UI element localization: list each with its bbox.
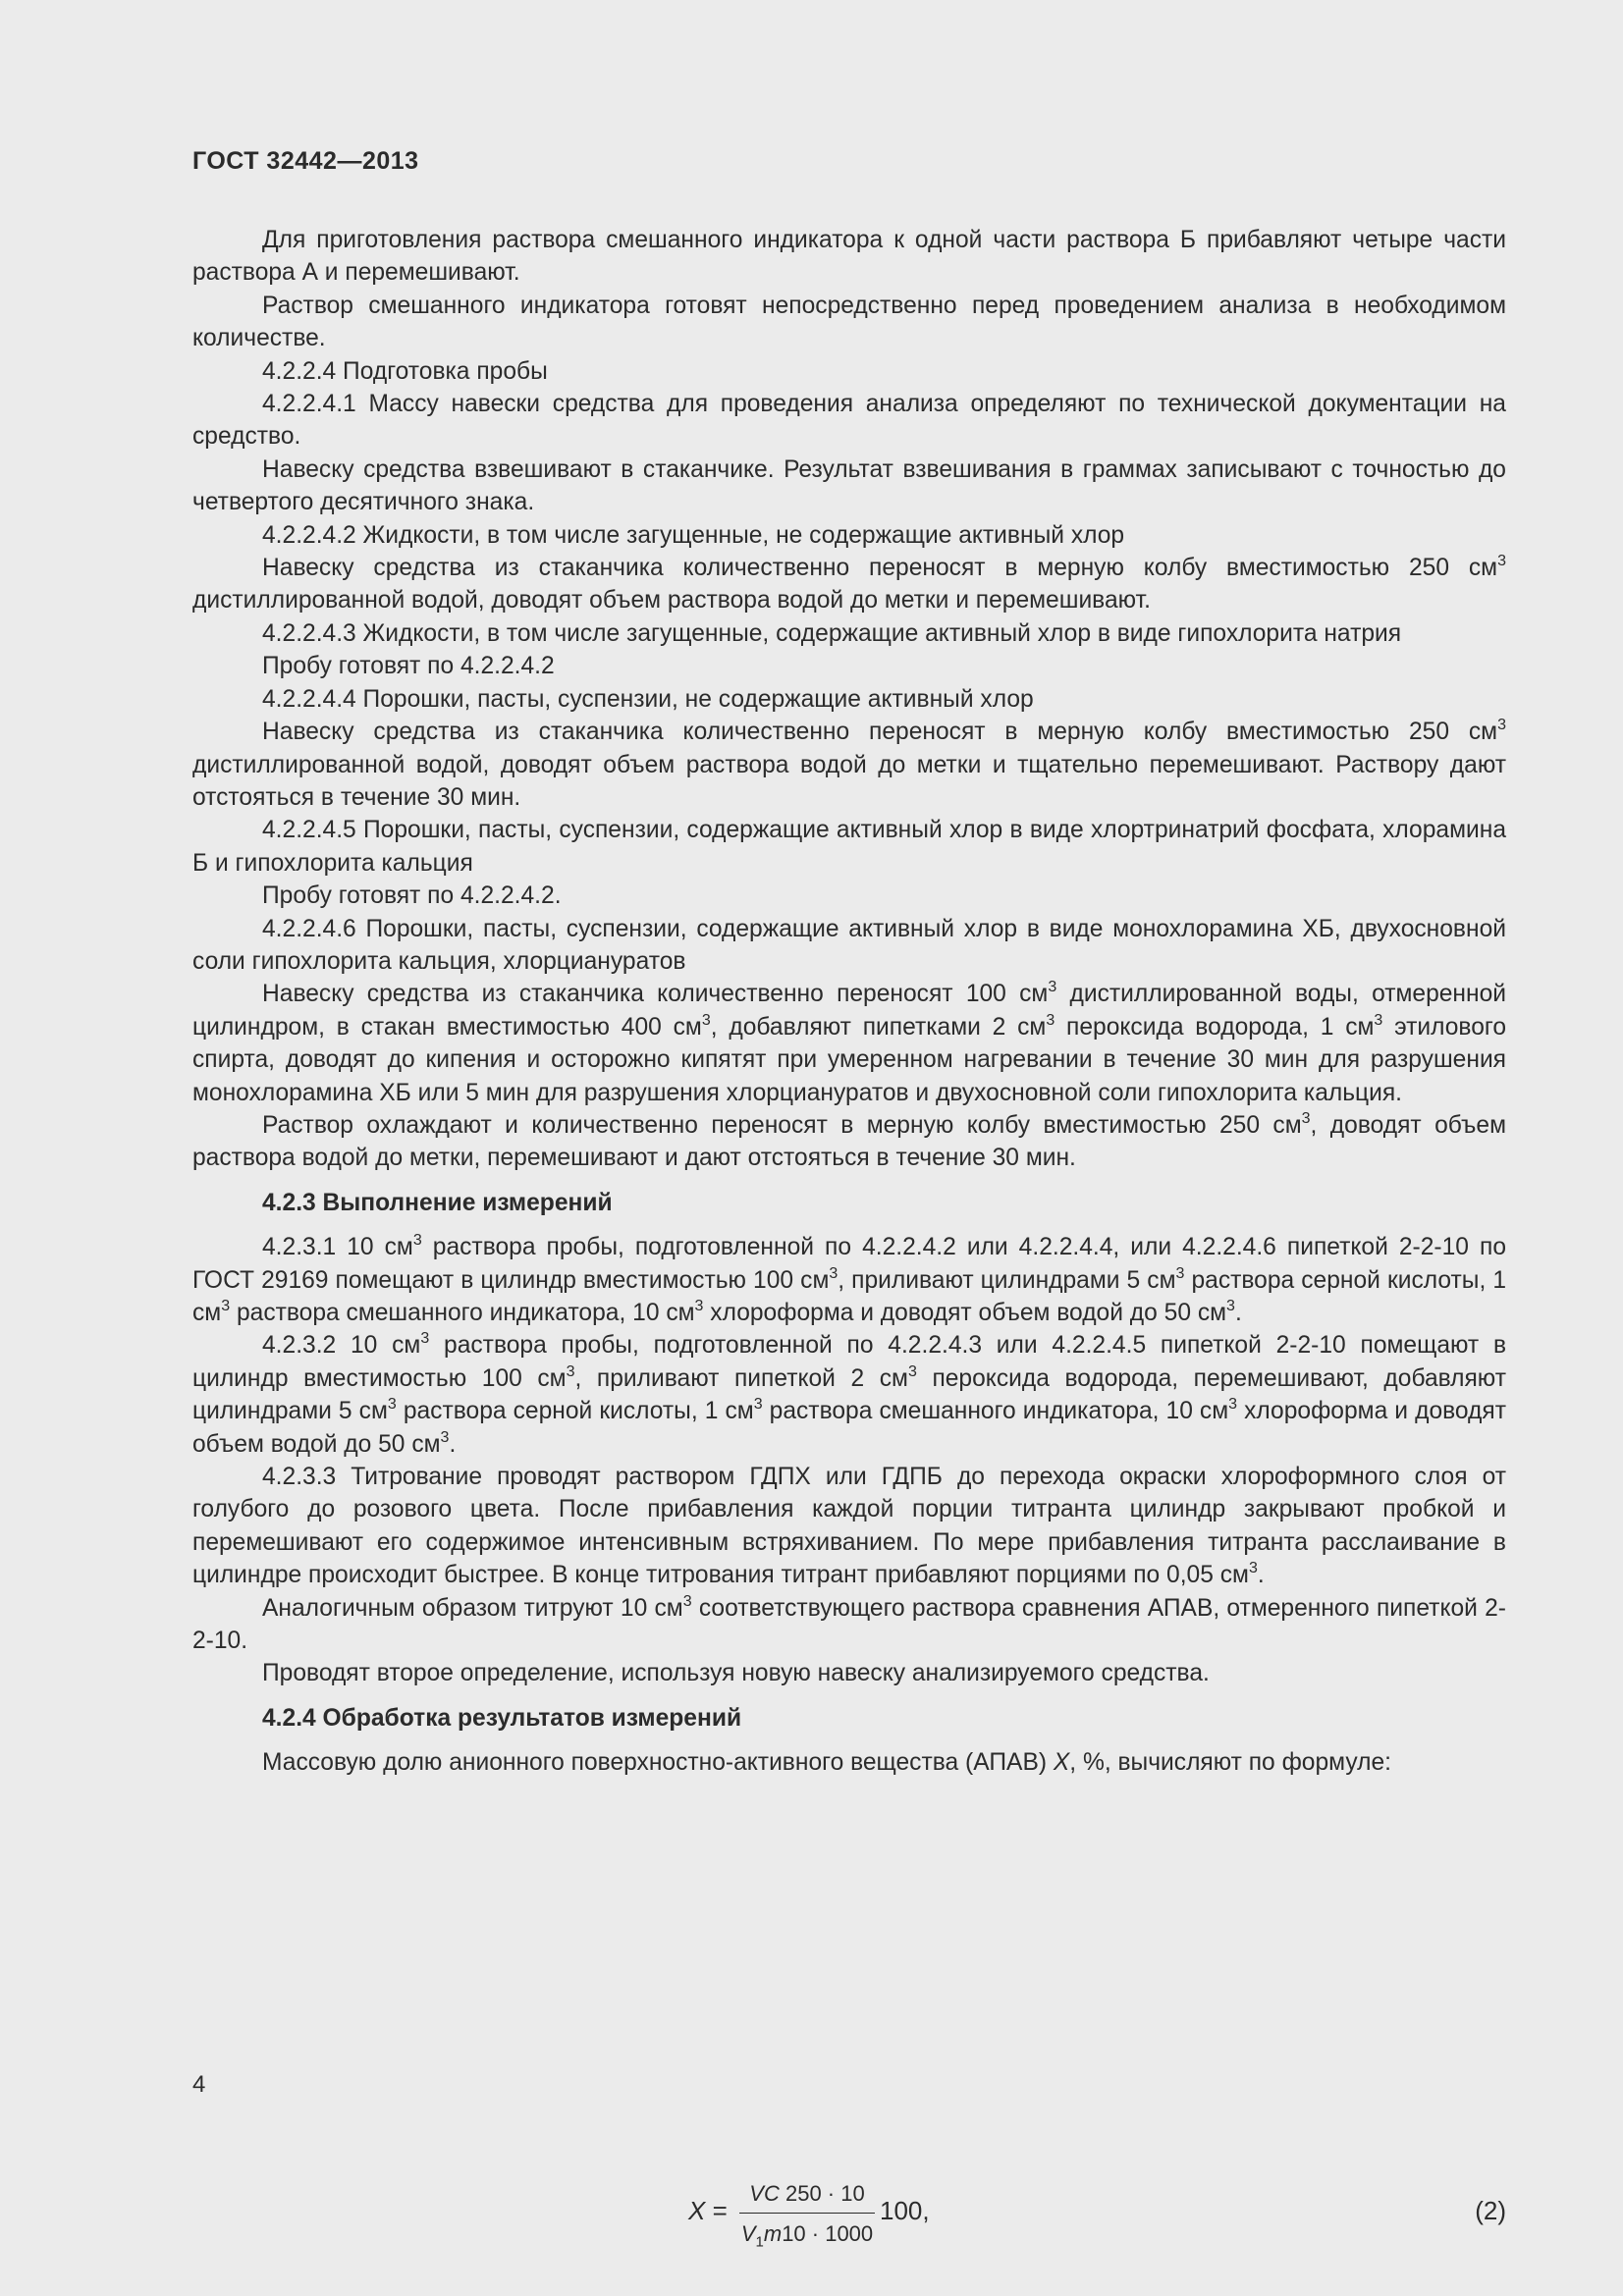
paragraph: Аналогичным образом титруют 10 $см^3$ соответствующего раствора сравнения АПАВ, отмеренного пипеткой 2-2-10. [192,1592,1506,1655]
paragraph: 4.2.3.1 10 $см^3$ раствора пробы, подготовленной по 4.2.2.4.2 или 4.2.2.4.4, или 4.2.2.4.6 пипеткой 2-2-10 по ГОСТ 29169 помещают в цилиндр вместимостью 100 $см^3$, приливают цилиндрами 5 $см^3$ раствора серной кислоты, 1 $см^3$ раствора смешанного индикатора, 10 $см^3$ хлороформа и доводят объем водой до 50 $см^3$. [192,1232,1507,1326]
page-number: 4 [192,2071,206,2098]
formula-number: (2) [1475,2196,1506,2225]
section-heading: 4.2.3 Выполнение измерений [262,1189,613,1216]
paragraph: Пробу готовят по 4.2.2.4.2. [262,882,562,910]
formula-numerator: VC 250 · 10 [739,2177,875,2214]
paragraph: Массовую долю анионного поверхностно-активного вещества (АПАВ) X, %, вычисляют по формуле: [262,1749,1391,1777]
formula-tail: 100, [880,2196,930,2225]
formula-lhs: X = [688,2196,728,2225]
paragraph: 4.2.3.2 10 $см^3$ раствора пробы, подготовленной по 4.2.2.4.3 или 4.2.2.4.5 пипеткой 2-2-10 помещают в цилиндр вместимостью 100 $см^3$, приливают пипеткой 2 $см^3$ пероксида водорода, перемешивают, добавляют цилиндрами 5 $см^3$ раствора серной кислоты, 1 $см^3$ раствора смешанного индикатора, 10 $см^3$ хлороформа и доводят объем водой до 50 $см^3$. [192,1330,1507,1458]
paragraph: Для приготовления раствора смешанного индикатора к одной части раствора Б прибавляют четыре части раствора А и перемешивают. [192,227,1506,287]
paragraph: 4.2.2.4.4 Порошки, пасты, суспензии, не содержащие активный хлор [262,685,1034,713]
paragraph: Пробу готовят по 4.2.2.4.2 [262,653,555,680]
paragraph: 4.2.2.4.3 Жидкости, в том числе загущенные, содержащие активный хлор в виде гипохлорита натрия [262,619,1402,647]
paragraph: Навеску средства из стаканчика количественно переносят в мерную колбу вместимостью 250 $см^3$ дистиллированной водой, доводят объем раствора водой до метки и перемешивают. [192,553,1506,614]
paragraph: Навеску средства из стаканчика количественно переносят 100 $см^3$ дистиллированной воды, отмеренной цилиндром, в стакан вместимостью 400 $см^3$, добавляют пипетками 2 $см^3$ пероксида водорода, 1 $см^3$ этилового спирта, доводят до кипения и осторожно кипятят при умеренном нагревании в течение 30 мин для разрушения монохлорамина ХБ или 5 мин для разрушения хлорциануратов и двухосновной соли гипохлорита кальция. [192,979,1506,1106]
paragraph: Проводят второе определение, используя новую навеску анализируемого средства. [262,1660,1210,1687]
paragraph: Раствор смешанного индикатора готовят непосредственно перед проведением анализа в необходимом количестве. [192,292,1506,352]
paragraph: 4.2.2.4.6 Порошки, пасты, суспензии, содержащие активный хлор в виде монохлорамина ХБ, двухосновной соли гипохлорита кальция, хлорциануратов [192,915,1506,975]
formula-2 [192,2167,1506,2251]
paragraph: Навеску средства взвешивают в стаканчике. Результат взвешивания в граммах записывают с точностью до четвертого десятичного знака. [192,455,1506,516]
paragraph: 4.2.2.4 Подготовка пробы [262,357,548,385]
paragraph: 4.2.2.4.2 Жидкости, в том числе загущенные, не содержащие активный хлор [262,521,1125,549]
paragraph: 4.2.2.4.1 Массу навески средства для проведения анализа определяют по технической документации на средство. [192,391,1506,451]
section-heading: 4.2.4 Обработка результатов измерений [262,1704,742,1732]
paragraph: 4.2.2.4.5 Порошки, пасты, суспензии, содержащие активный хлор в виде хлортринатрий фосфата, хлорамина Б и гипохлорита кальция [192,817,1506,877]
paragraph: Навеску средства из стаканчика количественно переносят в мерную колбу вместимостью 250 $см^3$ дистиллированной водой, доводят объем раствора водой до метки и тщательно перемешивают. Раствору дают отстояться в течение 30 мин. [192,717,1506,811]
document-header: ГОСТ 32442—2013 [192,147,419,175]
formula-denominator: $V_1m10 \cdot 1000$ [740,2221,874,2251]
paragraph: Раствор охлаждают и количественно переносят в мерную колбу вместимостью 250 $см^3$, доводят объем раствора водой до метки, перемешивают и дают отстояться в течение 30 мин. [192,1109,1506,1172]
formula-fraction [739,2177,875,2259]
paragraph: 4.2.3.3 Титрование проводят раствором ГДПХ или ГДПБ до перехода окраски хлороформного слоя от голубого до розового цвета. После прибавления каждой порции титранта цилиндр закрывают пробкой и перемешивают его содержимое интенсивным встряхиванием. По мере прибавления титранта расслаивание в цилиндре происходит быстрее. В конце титрования титрант прибавляют порциями по 0,05 $см^3$. [192,1464,1506,1589]
